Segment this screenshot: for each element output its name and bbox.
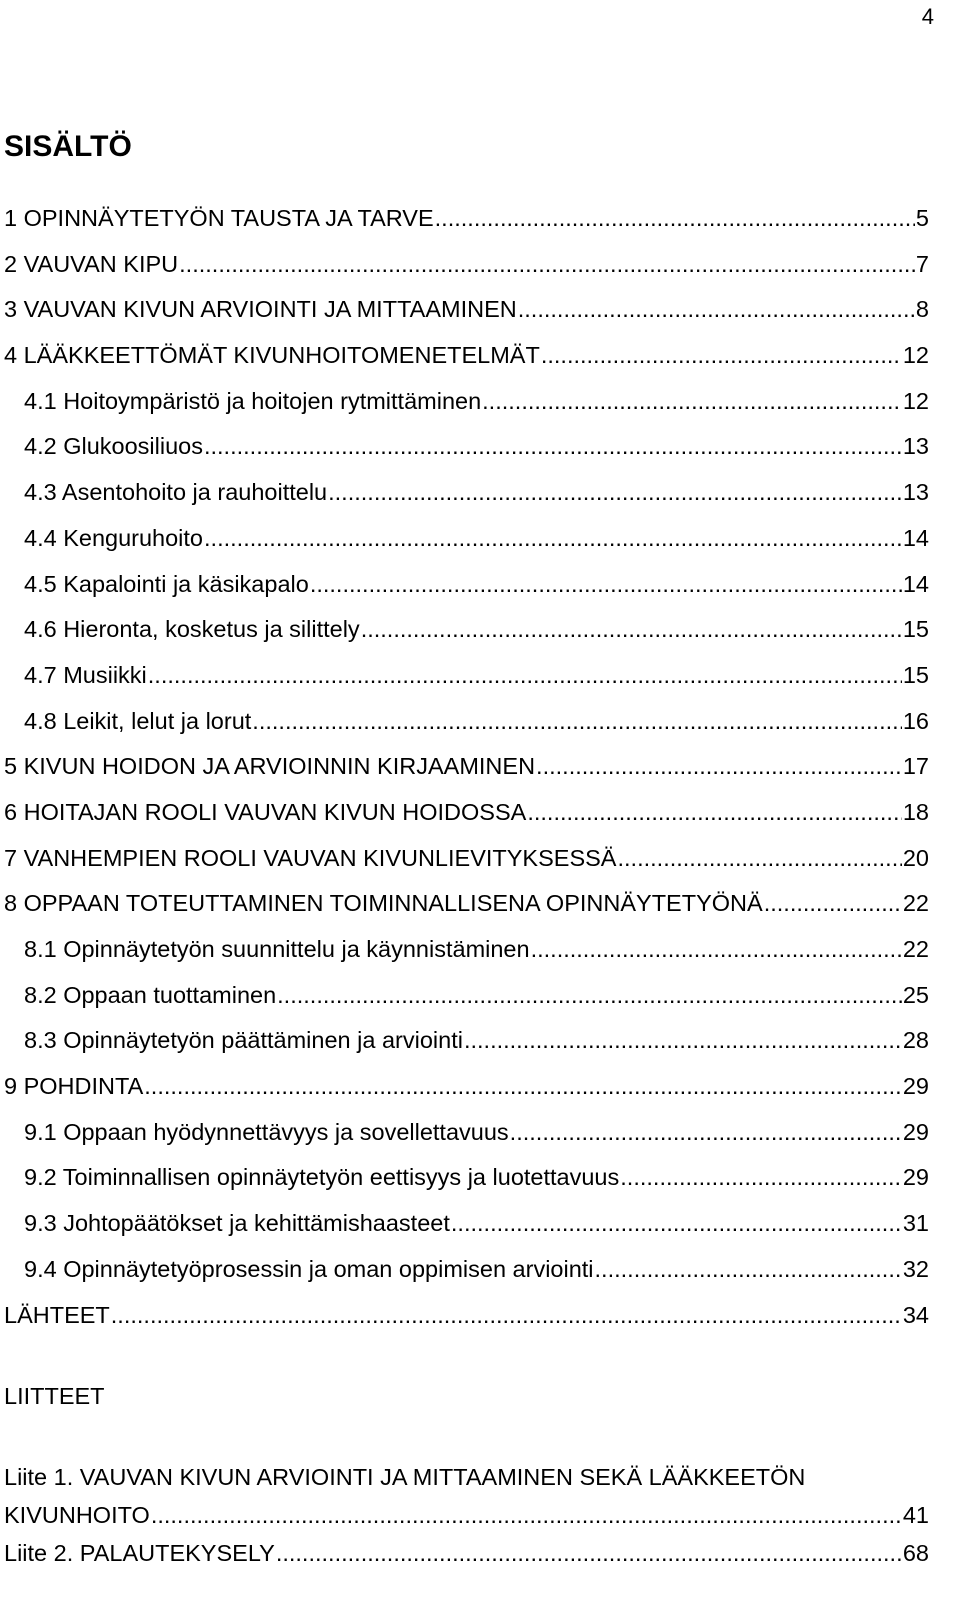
toc-entry-page: 28 <box>902 1027 929 1054</box>
appendix-line <box>4 1458 929 1496</box>
dot-leader <box>764 881 902 927</box>
toc-entry-page: 25 <box>902 981 929 1008</box>
appendix-list <box>4 1458 929 1572</box>
toc-entry-page: 29 <box>902 1164 929 1191</box>
toc-entry-page: 22 <box>902 936 929 962</box>
toc-entry[interactable] <box>4 424 929 470</box>
toc-entry-label: 9.2 Toiminnallisen opinnäytetyön eettisyys ja luotettavuus <box>24 1164 620 1191</box>
toc-entry-label: 2 VAUVAN KIPU <box>4 250 179 277</box>
dot-leader <box>527 790 902 836</box>
appendix-entry[interactable] <box>4 1496 929 1534</box>
dot-leader <box>541 333 902 379</box>
dot-leader <box>510 1110 902 1156</box>
dot-leader <box>518 287 915 333</box>
toc-entry-page: 17 <box>902 753 929 780</box>
dot-leader <box>277 973 902 1019</box>
toc-entry-page: 8 <box>915 296 929 323</box>
toc-entry-page: 14 <box>902 570 929 597</box>
toc-entry-label: 9.4 Opinnäytetyöprosessin ja oman oppimisen arviointi <box>24 1255 594 1282</box>
toc-entry[interactable] <box>4 333 929 379</box>
toc-entry[interactable] <box>4 562 929 608</box>
toc-entry[interactable] <box>4 470 929 516</box>
toc-entry-page: 29 <box>902 1073 929 1100</box>
page-title: SISÄLTÖ <box>4 130 132 163</box>
toc-entry-page: 31 <box>902 1210 929 1237</box>
page-number: 4 <box>921 4 934 29</box>
dot-leader <box>328 470 902 516</box>
toc-entry-label: 6 HOITAJAN ROOLI VAUVAN KIVUN HOIDOSSA <box>4 798 527 825</box>
dot-leader <box>617 836 901 882</box>
toc-entry[interactable] <box>4 836 929 882</box>
toc-entry-label: LÄHTEET <box>4 1301 110 1328</box>
toc-entry[interactable] <box>4 196 929 242</box>
toc-entry-page: 7 <box>915 250 929 277</box>
appendix-entry-label: KIVUNHOITO <box>4 1502 150 1528</box>
toc-entry[interactable] <box>4 516 929 562</box>
toc-entry[interactable] <box>4 927 929 973</box>
toc-entry-label: 9.3 Johtopäätökset ja kehittämishaasteet <box>24 1210 450 1237</box>
toc-entry-page: 22 <box>902 890 929 917</box>
toc-entry[interactable] <box>4 1201 929 1247</box>
dot-leader <box>144 1064 902 1110</box>
dot-leader <box>536 744 902 790</box>
table-of-contents <box>4 196 929 1338</box>
toc-entry[interactable] <box>4 881 929 927</box>
toc-entry-label: 7 VANHEMPIEN ROOLI VAUVAN KIVUNLIEVITYKSESSÄ <box>4 844 617 871</box>
toc-entry-label: 4.3 Asentohoito ja rauhoittelu <box>24 479 328 506</box>
appendix-line-label: Liite 1. VAUVAN KIVUN ARVIOINTI JA MITTAAMINEN SEKÄ LÄÄKKEETÖN <box>4 1464 806 1490</box>
dot-leader <box>361 607 902 653</box>
dot-leader <box>435 196 915 242</box>
toc-entry-label: 3 VAUVAN KIVUN ARVIOINTI JA MITTAAMINEN <box>4 296 517 323</box>
dot-leader <box>111 1293 902 1339</box>
toc-entry-page: 12 <box>902 387 929 414</box>
toc-entry-label: 4.6 Hieronta, kosketus ja silittely <box>24 616 360 643</box>
toc-entry[interactable] <box>4 1110 929 1156</box>
dot-leader <box>204 424 902 470</box>
dot-leader <box>451 1201 902 1247</box>
toc-entry-label: 4.5 Kapalointi ja käsikapalo <box>24 570 309 597</box>
toc-entry-label: 1 OPINNÄYTETYÖN TAUSTA JA TARVE <box>4 205 434 231</box>
appendix-entry[interactable] <box>4 1534 929 1572</box>
appendix-title: LIITTEET <box>4 1383 105 1409</box>
toc-entry[interactable] <box>4 242 929 288</box>
dot-leader <box>148 653 902 699</box>
toc-entry-page: 15 <box>902 661 929 688</box>
toc-entry[interactable] <box>4 379 929 425</box>
dot-leader <box>482 379 902 425</box>
toc-entry-label: 8.2 Oppaan tuottaminen <box>24 981 277 1008</box>
appendix-entry-page: 68 <box>902 1540 929 1566</box>
dot-leader <box>464 1018 902 1064</box>
appendix-entry-page: 41 <box>902 1502 929 1528</box>
toc-entry-page: 13 <box>902 433 929 460</box>
toc-entry-label: 4.1 Hoitoympäristö ja hoitojen rytmittäminen <box>24 387 482 414</box>
dot-leader <box>310 562 902 608</box>
toc-entry[interactable] <box>4 744 929 790</box>
toc-entry[interactable] <box>4 790 929 836</box>
toc-entry[interactable] <box>4 653 929 699</box>
appendix-entry-label: Liite 2. PALAUTEKYSELY <box>4 1540 275 1566</box>
toc-entry[interactable] <box>4 287 929 333</box>
toc-entry-label: 4.8 Leikit, lelut ja lorut <box>24 707 252 734</box>
toc-entry-label: 8.3 Opinnäytetyön päättäminen ja arviointi <box>24 1027 463 1054</box>
toc-entry-page: 20 <box>902 844 929 871</box>
toc-entry[interactable] <box>4 973 929 1019</box>
toc-entry-label: 9 POHDINTA <box>4 1073 144 1100</box>
dot-leader <box>204 516 902 562</box>
toc-entry-label: 5 KIVUN HOIDON JA ARVIOINNIN KIRJAAMINEN <box>4 753 536 780</box>
toc-entry[interactable] <box>4 1064 929 1110</box>
toc-entry-page: 29 <box>902 1118 929 1145</box>
toc-entry[interactable] <box>4 1018 929 1064</box>
toc-entry-label: 4.2 Glukoosiliuos <box>24 433 203 460</box>
toc-entry-page: 12 <box>902 342 929 369</box>
toc-entry-page: 18 <box>902 798 929 825</box>
dot-leader <box>531 927 902 973</box>
dot-leader <box>595 1247 902 1293</box>
toc-entry-page: 32 <box>902 1255 929 1282</box>
toc-entry-label: 4.4 Kenguruhoito <box>24 524 204 551</box>
toc-entry-label: 4.7 Musiikki <box>24 661 147 688</box>
toc-entry-page: 5 <box>915 205 929 231</box>
toc-entry[interactable] <box>4 699 929 745</box>
toc-entry-label: 8 OPPAAN TOTEUTTAMINEN TOIMINNALLISENA OPINNÄYTETYÖNÄ <box>4 890 763 917</box>
dot-leader <box>276 1534 902 1572</box>
toc-entry-page: 14 <box>902 524 929 551</box>
toc-entry-page: 34 <box>902 1301 929 1328</box>
dot-leader <box>179 242 915 288</box>
toc-entry[interactable] <box>4 1247 929 1293</box>
toc-entry-page: 16 <box>902 707 929 734</box>
toc-entry-page: 15 <box>902 616 929 643</box>
toc-entry[interactable] <box>4 607 929 653</box>
toc-entry-page: 13 <box>902 479 929 506</box>
toc-entry[interactable] <box>4 1155 929 1201</box>
dot-leader <box>151 1496 902 1534</box>
toc-entry[interactable] <box>4 1293 929 1339</box>
dot-leader <box>252 699 902 745</box>
toc-entry-label: 4 LÄÄKKEETTÖMÄT KIVUNHOITOMENETELMÄT <box>4 342 540 369</box>
toc-entry-label: 9.1 Oppaan hyödynnettävyys ja sovellettavuus <box>24 1118 509 1145</box>
dot-leader <box>620 1155 902 1201</box>
toc-entry-label: 8.1 Opinnäytetyön suunnittelu ja käynnistäminen <box>24 936 530 962</box>
